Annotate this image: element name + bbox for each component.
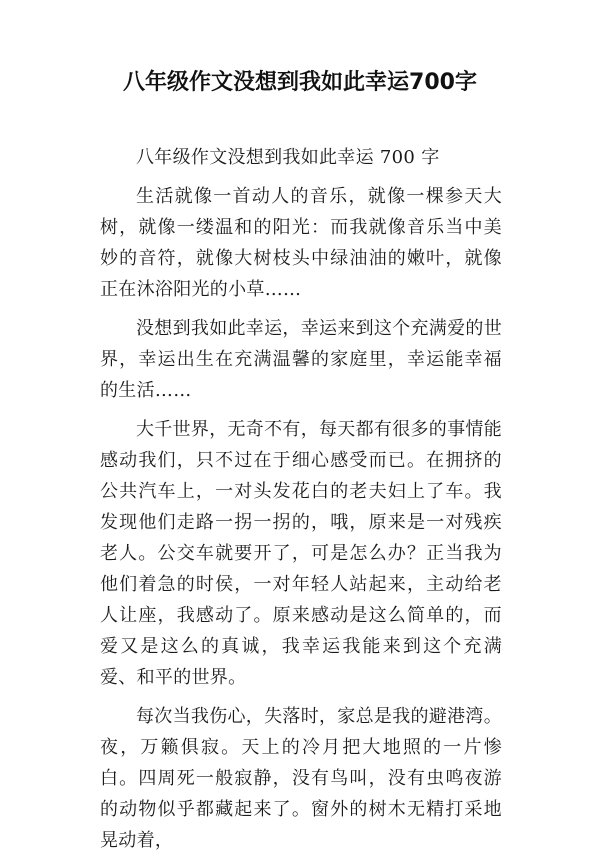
page-title: 八年级作文没想到我如此幸运700字 <box>123 70 477 95</box>
article-body <box>100 142 502 864</box>
paragraph: 没想到我如此幸运，幸运来到这个充满爱的世界，幸运出生在充满温馨的家庭里，幸运能幸福的生活…… <box>100 318 502 401</box>
paragraph: 每次当我伤心，失落时，家总是我的避港湾。夜，万籁俱寂。天上的冷月把大地照的一片惨白。四周死一般寂静，没有鸟叫，没有虫鸣夜游的动物似乎都藏起来了。窗外的树木无精打采地晃动着， <box>100 706 502 851</box>
paragraph: 生活就像一首动人的音乐，就像一棵参天大树，就像一缕温和的阳光：而我就像音乐当中美妙的音符，就像大树枝头中绿油油的嫩叶，就像正在沐浴阳光的小草…… <box>100 186 502 300</box>
paragraph: 大千世界，无奇不有，每天都有很多的事情能感动我们，只不过在于细心感受而已。在拥挤的公共汽车上，一对头发花白的老夫妇上了车。我发现他们走路一拐一拐的，哦，原来是一对残疾老人。公交车就要开了，可是怎么办？正当我为他们着急的时侯，一对年轻人站起来，主动给老人让座，我感动了。原来感动是这么简单的，而爱又是这么的真诚，我幸运我能来到这个充满爱、和平的世界。 <box>100 419 502 688</box>
article-subtitle: 八年级作文没想到我如此幸运 700 字 <box>136 147 440 168</box>
